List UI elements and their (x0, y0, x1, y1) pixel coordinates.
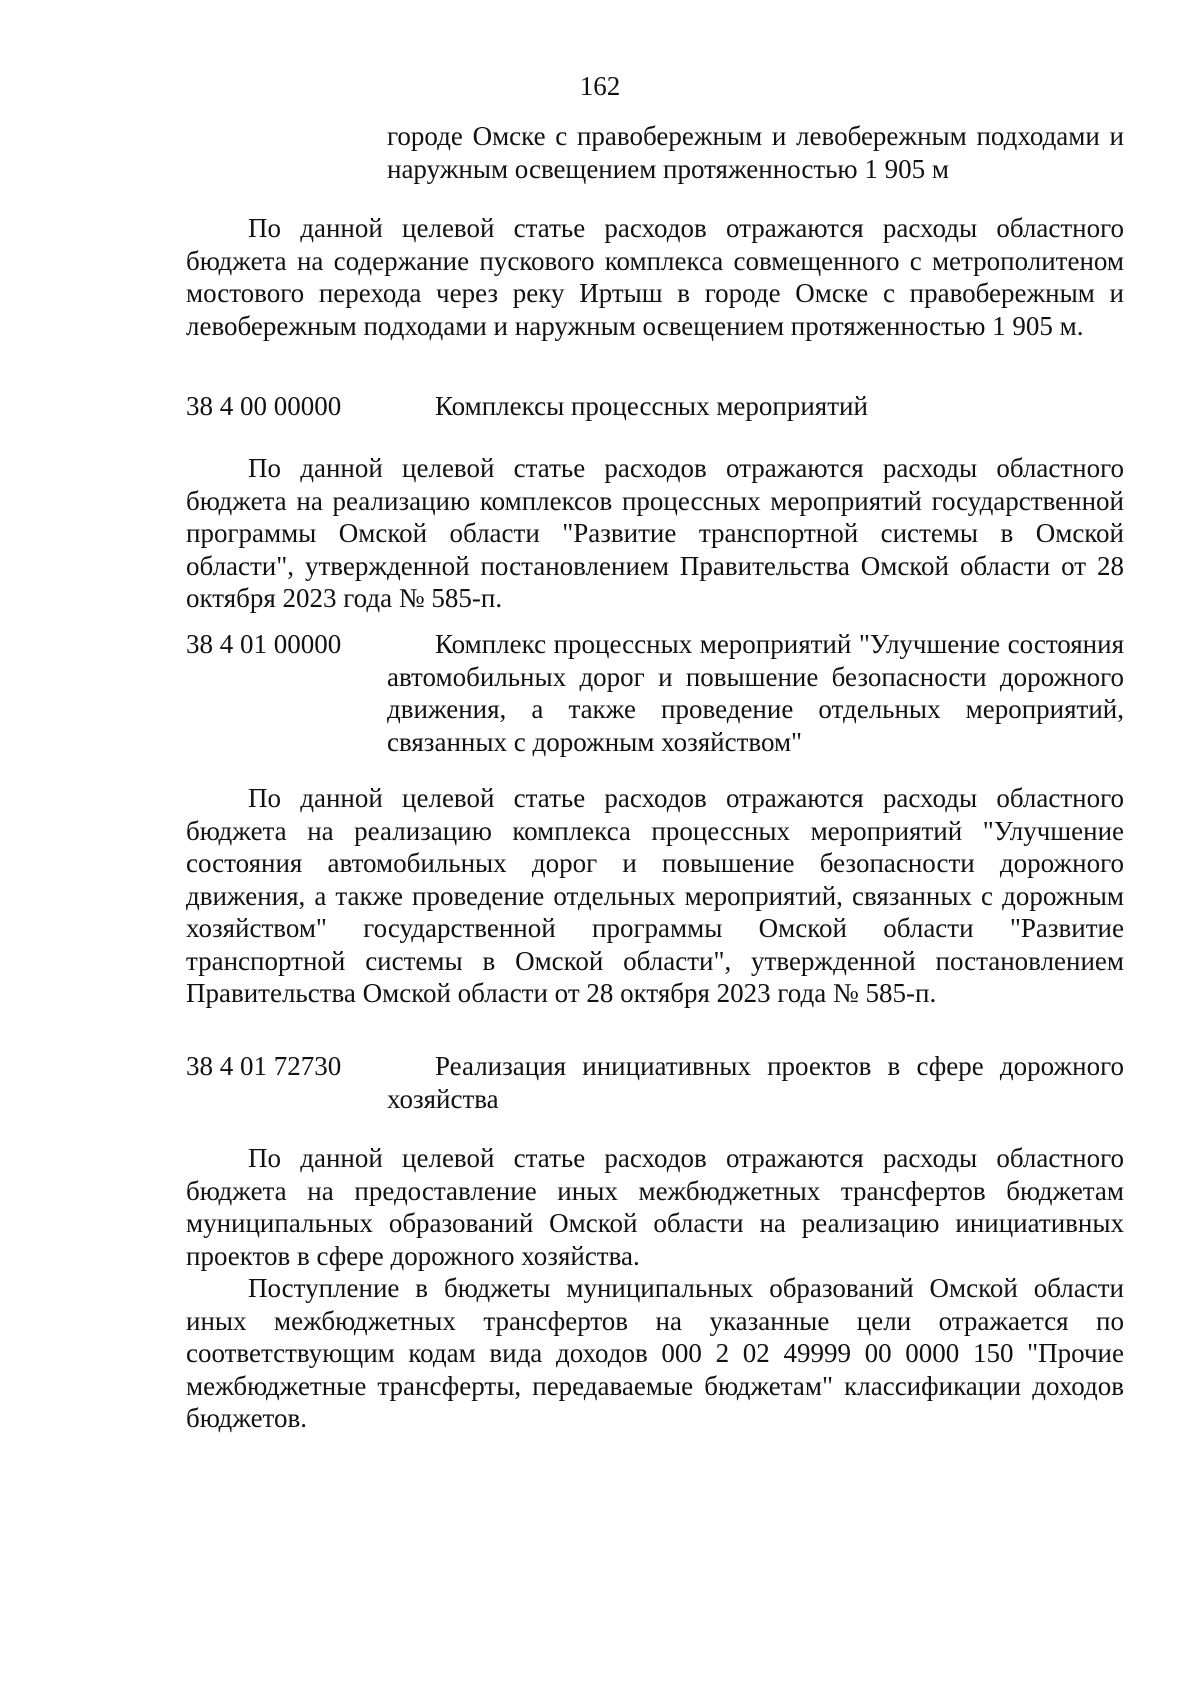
entry-title: Комплексы процессных мероприятий (435, 391, 868, 421)
entry-title: Реализация инициативных проектов в сфере дорожного хозяйства (387, 1051, 1124, 1114)
entry-code: 38 4 01 72730 (186, 1051, 342, 1081)
paragraph-5 (186, 1272, 1124, 1435)
paragraph-text: По данной целевой статье расходов отражаются расходы областного бюджета на содержание пускового комплекса совмещенного с метрополитеном мостового перехода через реку Иртыш в городе Омске с правобережным и левобережным подходами и наружным освещением протяженностью 1 905 м. (186, 213, 1124, 341)
entry-code: 38 4 00 00000 (186, 391, 342, 421)
entry-code: 38 4 01 00000 (186, 629, 342, 659)
entry-38-4-01-00000 (186, 628, 1124, 758)
entry-38-4-00-00000 (186, 390, 1124, 423)
entry-38-4-01-72730 (186, 1050, 1124, 1115)
paragraph-4 (186, 1142, 1124, 1272)
entry-title: Комплекс процессных мероприятий "Улучшение состояния автомобильных дорог и повышение безопасности дорожного движения, а также проведение отдельных мероприятий, связанных с дорожным хозяйством" (387, 629, 1124, 757)
paragraph-2 (186, 452, 1124, 615)
paragraph-text: Поступление в бюджеты муниципальных образований Омской области иных межбюджетных трансфертов на указанные цели отражается по соответствующим кодам вида доходов 000 2 02 49999 00 0000 150 "Прочие межбюджетные трансферты, передаваемые бюджетам" классификации доходов бюджетов. (186, 1273, 1124, 1433)
continuation-title (186, 120, 1124, 185)
paragraph-text: По данной целевой статье расходов отражаются расходы областного бюджета на реализацию комплексов процессных мероприятий государственной программы Омской области "Развитие транспортной системы в Омской области", утвержденной постановлением Правительства Омской области от 28 октября 2023 года № 585-п. (186, 453, 1124, 613)
page-number: 162 (579, 71, 621, 101)
paragraph-text: По данной целевой статье расходов отражаются расходы областного бюджета на реализацию комплекса процессных мероприятий "Улучшение состояния автомобильных дорог и повышение безопасности дорожного движения, а также проведение отдельных мероприятий, связанных с дорожным хозяйством" государственной программы Омской области "Развитие транспортной системы в Омской области", утвержденной постановлением Правительства Омской области от 28 октября 2023 года № 585-п. (186, 783, 1124, 1008)
paragraph-text: По данной целевой статье расходов отражаются расходы областного бюджета на предоставление иных межбюджетных трансфертов бюджетам муниципальных образований Омской области на реализацию инициативных проектов в сфере дорожного хозяйства. (186, 1143, 1124, 1271)
continuation-text: городе Омске с правобережным и левобережным подходами и наружным освещением протяженностью 1 905 м (387, 121, 1124, 184)
paragraph-3 (186, 782, 1124, 1010)
paragraph-1 (186, 212, 1124, 342)
